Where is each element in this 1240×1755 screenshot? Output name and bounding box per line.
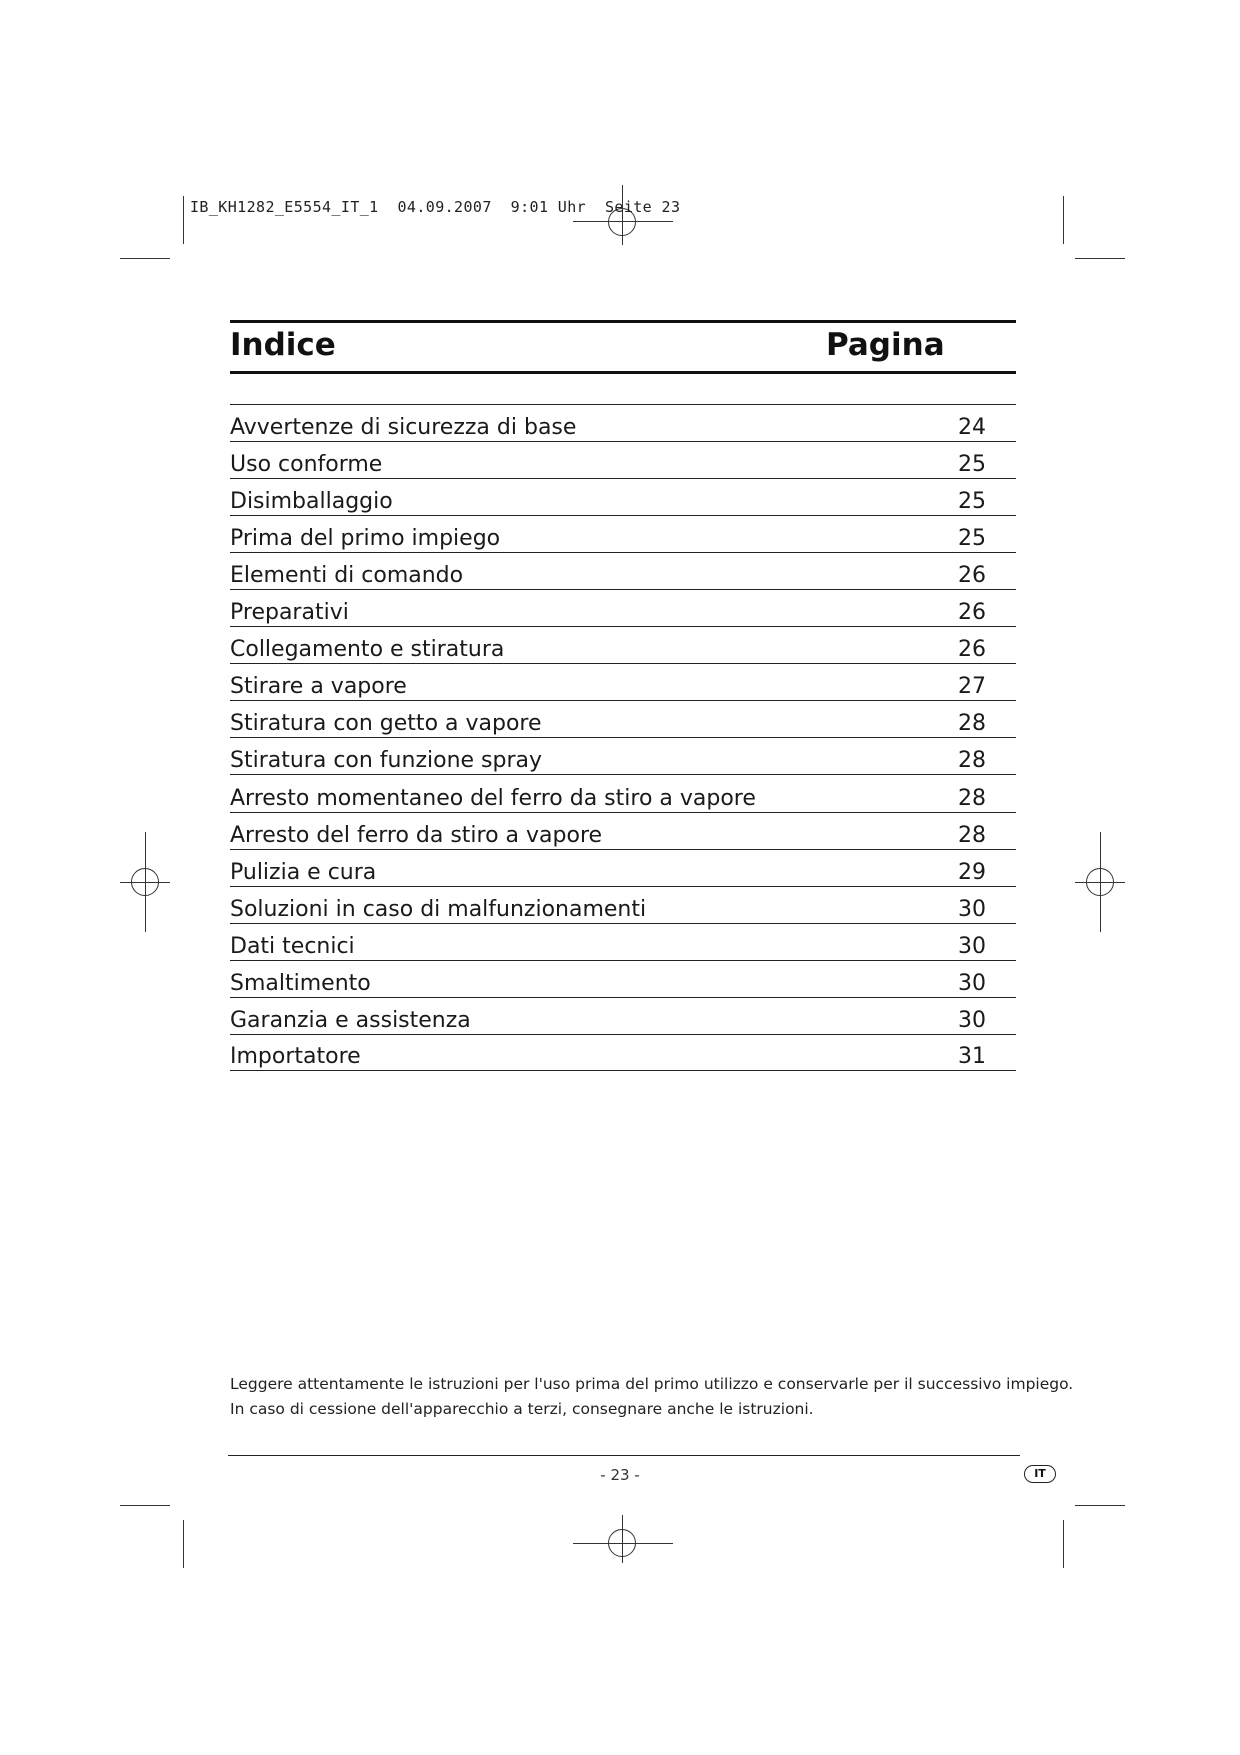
toc-entry-label: Collegamento e stiratura <box>230 637 505 663</box>
toc-row <box>230 515 1016 552</box>
toc-entry-page: 26 <box>958 637 986 663</box>
print-header: IB_KH1282_E5554_IT_1 04.09.2007 9:01 Uhr Seite 23 <box>190 198 681 216</box>
toc-entry-page: 30 <box>958 896 986 922</box>
toc-entry-page: 31 <box>958 1043 986 1069</box>
note-line-1: Leggere attentamente le istruzioni per l'uso prima del primo utilizzo e conservarle per il successivo impiego. <box>230 1375 1074 1393</box>
toc-entry-page: 30 <box>958 1007 986 1033</box>
instruction-note <box>230 1372 1073 1422</box>
toc-entry-page: 30 <box>958 933 986 959</box>
toc-row <box>230 441 1016 478</box>
toc-entry-label: Arresto del ferro da stiro a vapore <box>230 822 603 848</box>
toc-entry-page: 25 <box>958 489 986 515</box>
toc-entry-label: Pulizia e cura <box>230 859 377 885</box>
language-badge: IT <box>1024 1465 1056 1483</box>
toc-list <box>230 404 1016 1071</box>
toc-heading-bar <box>230 320 1016 374</box>
toc-entry-page: 28 <box>958 711 986 737</box>
toc-entry-label: Uso conforme <box>230 452 383 478</box>
toc-row <box>230 849 1016 886</box>
toc-entry-label: Stiratura con funzione spray <box>230 748 543 774</box>
toc-entry-page: 24 <box>958 415 986 441</box>
toc-row <box>230 626 1016 663</box>
note-line-2: In caso di cessione dell'apparecchio a terzi, consegnare anche le istruzioni. <box>230 1400 814 1418</box>
toc-entry-page: 30 <box>958 970 986 996</box>
toc-entry-page: 29 <box>958 859 986 885</box>
toc-entry-label: Preparativi <box>230 600 349 626</box>
toc-row <box>230 737 1016 774</box>
toc-entry-page: 25 <box>958 526 986 552</box>
toc-row <box>230 1034 1016 1071</box>
page-number: - 23 - <box>600 1466 640 1484</box>
toc-entry-label: Avvertenze di sicurezza di base <box>230 415 577 441</box>
toc-entry-label: Importatore <box>230 1043 361 1069</box>
toc-row <box>230 700 1016 737</box>
toc-row <box>230 997 1016 1034</box>
toc-row <box>230 923 1016 960</box>
toc-entry-page: 27 <box>958 674 986 700</box>
toc-entry-label: Disimballaggio <box>230 489 393 515</box>
toc-entry-label: Elementi di comando <box>230 563 464 589</box>
toc-row <box>230 589 1016 626</box>
toc-row <box>230 812 1016 849</box>
toc-entry-label: Smaltimento <box>230 970 371 996</box>
toc-title: Indice <box>230 327 336 363</box>
toc-entry-page: 26 <box>958 600 986 626</box>
toc-entry-page: 28 <box>958 748 986 774</box>
footer-rule <box>228 1455 1020 1456</box>
toc-entry-label: Stirare a vapore <box>230 674 407 700</box>
toc-entry-page: 28 <box>958 785 986 811</box>
toc-entry-page: 26 <box>958 563 986 589</box>
toc-entry-label: Soluzioni in caso di malfunzionamenti <box>230 896 647 922</box>
toc-row <box>230 552 1016 589</box>
toc-row <box>230 886 1016 923</box>
toc-page-column-title: Pagina <box>826 327 945 363</box>
toc-row <box>230 478 1016 515</box>
toc-entry-page: 28 <box>958 822 986 848</box>
toc-entry-label: Garanzia e assistenza <box>230 1007 471 1033</box>
toc-row <box>230 960 1016 997</box>
toc-row <box>230 404 1016 441</box>
toc-entry-label: Arresto momentaneo del ferro da stiro a vapore <box>230 785 756 811</box>
toc-entry-label: Stiratura con getto a vapore <box>230 711 542 737</box>
toc-entry-label: Dati tecnici <box>230 933 355 959</box>
toc-row <box>230 774 1016 811</box>
toc-entry-label: Prima del primo impiego <box>230 526 501 552</box>
toc-entry-page: 25 <box>958 452 986 478</box>
toc-row <box>230 663 1016 700</box>
